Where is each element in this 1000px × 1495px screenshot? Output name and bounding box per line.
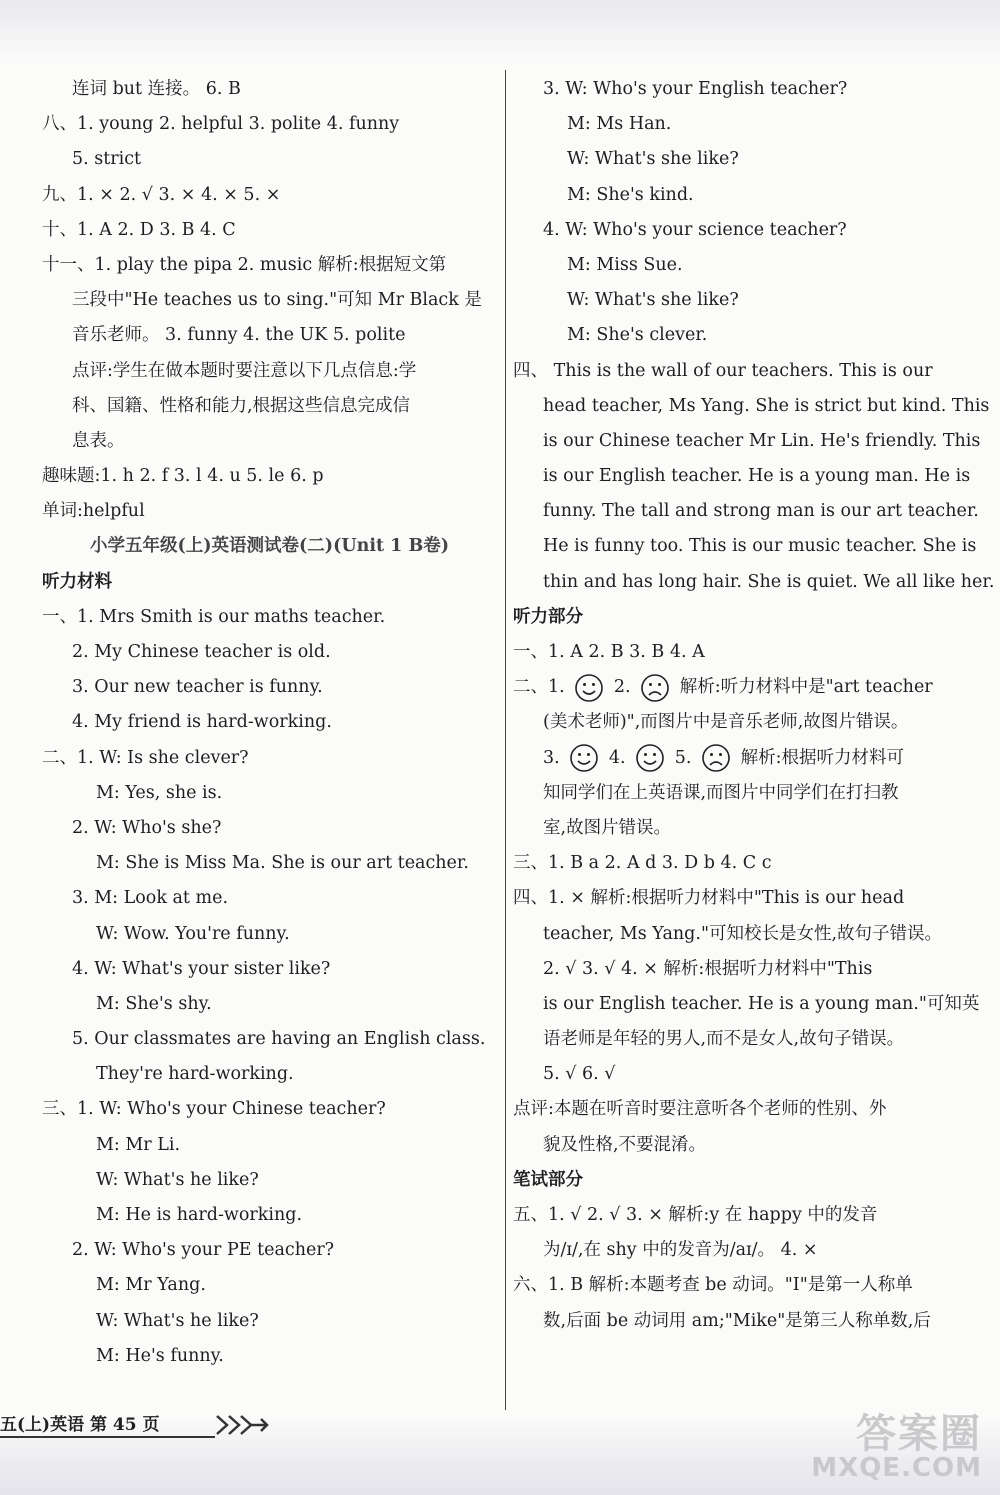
item-number: 5. [674,747,692,768]
answer-line: 4. W: What's your sister like? [72,958,331,979]
answer-line: M: Mr Yang. [96,1275,206,1296]
answer-line: M: She's clever. [567,325,708,346]
answer-line: is our English teacher. He is a young man."可知英 [543,993,980,1014]
answer-line: M: Ms Han. [567,114,672,135]
watermark-url: MXQE.COM [811,1453,982,1483]
page-footer: 五(上)英语 第 45 页 [0,1415,160,1435]
answer-line: 2. √ 3. √ 4. × 解析:根据听力材料中"This [543,958,873,979]
smile-face-icon [569,743,599,773]
answer-line: 小学五年级(上)英语测试卷(二)(Unit 1 B卷) [89,536,450,557]
item-number: 2. [613,677,631,698]
answer-line: 2. W: Who's your PE teacher? [72,1240,335,1261]
answer-line: 点评:本题在听音时要注意听各个老师的性别、外 [513,1099,887,1120]
answer-line [513,670,968,705]
answer-line: 趣味题:1. h 2. f 3. l 4. u 5. le 6. p [42,466,324,487]
answer-line [513,741,968,776]
answer-line: 貌及性格,不要混淆。 [543,1134,707,1155]
answer-line: (美术老师)",而图片中是音乐老师,故图片错误。 [543,712,909,733]
arrow-decoration-icon [215,1412,270,1442]
answer-line: 六、1. B 解析:本题考查 be 动词。"I"是第一人称单 [513,1275,913,1296]
watermark [811,1402,982,1483]
answer-line: M: He is hard-working. [96,1205,303,1225]
answer-line: is our English teacher. He is a young man. He is [543,466,971,487]
answer-line: 3. M: Look at me. [72,888,229,909]
answer-line: 5. strict [72,149,142,170]
answer-line: 四、1. × 解析:根据听力材料中"This is our head [513,888,905,909]
answer-line: M: Yes, she is. [96,782,223,803]
answer-line: M: She's shy. [96,993,212,1014]
answer-line: 4. W: Who's your science teacher? [543,219,847,240]
answer-line: W: What's he like? [96,1310,259,1331]
answer-line: He is funny too. This is our music teacher. She is [543,536,977,557]
answer-line: 十一、1. play the pipa 2. music 解析:根据短文第 [42,254,447,275]
answer-line: 八、1. young 2. helpful 3. polite 4. funny [42,114,400,135]
footer-rule [0,1436,215,1438]
answer-line: They're hard-working. [96,1064,294,1085]
answer-line: 听力部分 [513,606,583,627]
header-band [0,0,1000,60]
answer-line: M: Mr Li. [96,1134,181,1155]
answer-line: 3. W: Who's your English teacher? [543,79,848,99]
right-column [513,72,995,1339]
answer-line: 2. W: Who's she? [72,817,222,838]
answer-line: 三、1. W: Who's your Chinese teacher? [42,1099,386,1120]
answer-line: M: Miss Sue. [567,254,683,275]
answer-line: 2. My Chinese teacher is old. [72,642,331,662]
answer-line: 4. My friend is hard-working. [72,712,332,733]
answer-line: 点评:学生在做本题时要注意以下几点信息:学 [72,360,417,381]
answer-line: 一、1. A 2. B 3. B 4. A [513,642,705,662]
answer-line: 音乐老师。 3. funny 4. the UK 5. polite [72,325,406,346]
answer-line: is our Chinese teacher Mr Lin. He's friendly. This [543,430,981,451]
answer-line: 五、1. √ 2. √ 3. × 解析:y 在 happy 中的发音 [513,1205,878,1225]
answer-line: 四、 This is the wall of our teachers. This is our [513,360,933,381]
answer-line: 为/ɪ/,在 shy 中的发音为/aɪ/。 4. × [543,1240,818,1261]
answer-line: 室,故图片错误。 [543,817,672,838]
answer-line: 科、国籍、性格和能力,根据这些信息完成信 [72,395,411,416]
answer-line: W: What's she like? [567,149,739,170]
answer-line: W: Wow. You're funny. [96,923,290,944]
sad-face-icon [701,743,731,773]
answer-line: W: What's he like? [96,1169,259,1190]
answer-line: 知同学们在上英语课,而图片中同学们在打扫教 [543,782,899,803]
answer-line: 三、1. B a 2. A d 3. D b 4. C c [513,853,772,874]
analysis-text: 解析:根据听力材料可 [740,747,904,768]
answer-line: thin and has long hair. She is quiet. We all like her. [543,571,995,592]
left-column [42,72,497,1374]
sad-face-icon [640,673,670,703]
answer-line: 息表。 [72,430,125,451]
smile-face-icon [635,743,665,773]
answer-line: 单词:helpful [42,501,145,522]
answer-line: 三段中"He teaches us to sing."可知 Mr Black 是 [72,290,482,311]
item-number: 4. [608,747,626,768]
column-divider [505,70,506,1410]
answer-line: 3. Our new teacher is funny. [72,677,323,698]
answer-line: 一、1. Mrs Smith is our maths teacher. [42,606,386,627]
answer-line: 二、1. W: Is she clever? [42,747,249,768]
analysis-text: 解析:听力材料中是"art teacher [679,677,933,698]
answer-line: 十、1. A 2. D 3. B 4. C [42,219,236,240]
answer-line: 九、1. × 2. √ 3. × 4. × 5. × [42,184,281,205]
answer-line: M: She is Miss Ma. She is our art teacher. [96,853,469,874]
item-number: 3. [543,747,560,768]
answer-line: W: What's she like? [567,290,739,311]
answer-line: 5. Our classmates are having an English class. [72,1029,486,1050]
answer-line: 数,后面 be 动词用 am;"Mike"是第三人称单数,后 [543,1310,931,1331]
answer-line: 笔试部分 [513,1169,583,1190]
answer-line: 听力材料 [42,571,112,592]
answer-line: M: He's funny. [96,1345,224,1366]
answer-line: teacher, Ms Yang."可知校长是女性,故句子错误。 [543,923,943,944]
smile-face-icon [574,673,604,703]
watermark-title: 答案圈 [856,1411,982,1457]
answer-line: funny. The tall and strong man is our art teacher. [543,501,979,522]
answer-line: head teacher, Ms Yang. She is strict but kind. This [543,395,990,416]
answer-line: 语老师是年轻的男人,而不是女人,故句子错误。 [543,1029,905,1050]
answer-line: M: She's kind. [567,184,694,205]
item-number: 二、1. [513,677,565,698]
answer-line: 5. √ 6. √ [543,1064,616,1085]
answer-line: 连词 but 连接。 6. B [72,79,241,99]
